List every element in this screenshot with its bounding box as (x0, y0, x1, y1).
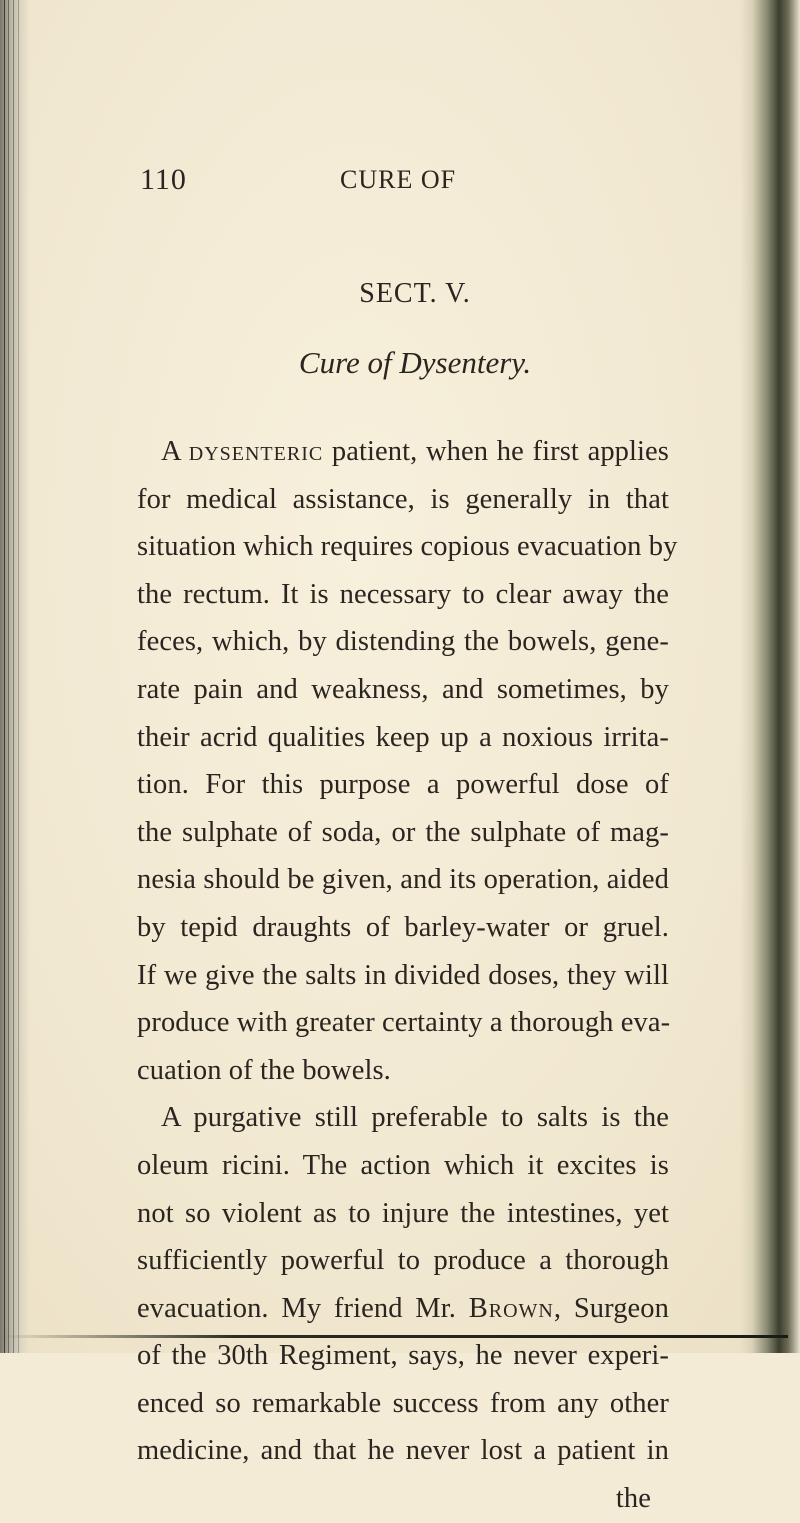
page-number: 110 (140, 163, 187, 196)
text-line-14: cuation of the bowels. (137, 1054, 391, 1086)
section-subtitle: Cure of Dysentery. (298, 345, 532, 380)
text-line-7: their acrid qualities keep up a noxious irrita- (137, 721, 669, 753)
catchword: the (615, 1483, 651, 1515)
text-line-1: A dysenteric patient, when he first applies (161, 436, 669, 467)
text-line-18: sufficiently powerful to produce a thorough (137, 1245, 669, 1277)
page-gutter-shadow (0, 0, 30, 1353)
text-line-5: feces, which, by distending the bowels, gene- (137, 626, 669, 658)
running-head: CURE OF (340, 165, 457, 194)
text-line-21: enced so remarkable success from any other (137, 1387, 669, 1419)
text-line-9: the sulphate of soda, or the sulphate of mag- (137, 816, 669, 848)
text-line-19: evacuation. My friend Mr. Brown, Surgeon (137, 1292, 669, 1324)
page-edge-shadow (740, 0, 800, 1353)
text-line-13: produce with greater certainty a thorough eva- (137, 1007, 671, 1039)
text-line-2: for medical assistance, is generally in that (137, 483, 669, 515)
section-heading: SECT. V. (359, 278, 471, 309)
text-line-6: rate pain and weakness, and sometimes, by (137, 673, 669, 705)
text-line-12: If we give the salts in divided doses, they will (137, 959, 669, 991)
page-header (140, 163, 640, 203)
text-line-15: A purgative still preferable to salts is the (161, 1102, 669, 1134)
body-text (137, 428, 678, 1523)
text-line-3: situation which requires copious evacuation by (137, 531, 678, 563)
text-line-4: the rectum. It is necessary to clear away the (137, 578, 669, 610)
text-line-11: by tepid draughts of barley-water or gruel. (137, 911, 669, 943)
text-line-20: of the 30th Regiment, says, he never experi- (137, 1340, 669, 1372)
text-line-17: not so violent as to injure the intestines, yet (137, 1197, 669, 1229)
text-line-16: oleum ricini. The action which it excites is (137, 1149, 669, 1181)
text-line-8: tion. For this purpose a powerful dose of (137, 769, 669, 801)
text-line-22: medicine, and that he never lost a patient in (137, 1435, 669, 1467)
text-line-10: nesia should be given, and its operation, aided (137, 864, 669, 896)
